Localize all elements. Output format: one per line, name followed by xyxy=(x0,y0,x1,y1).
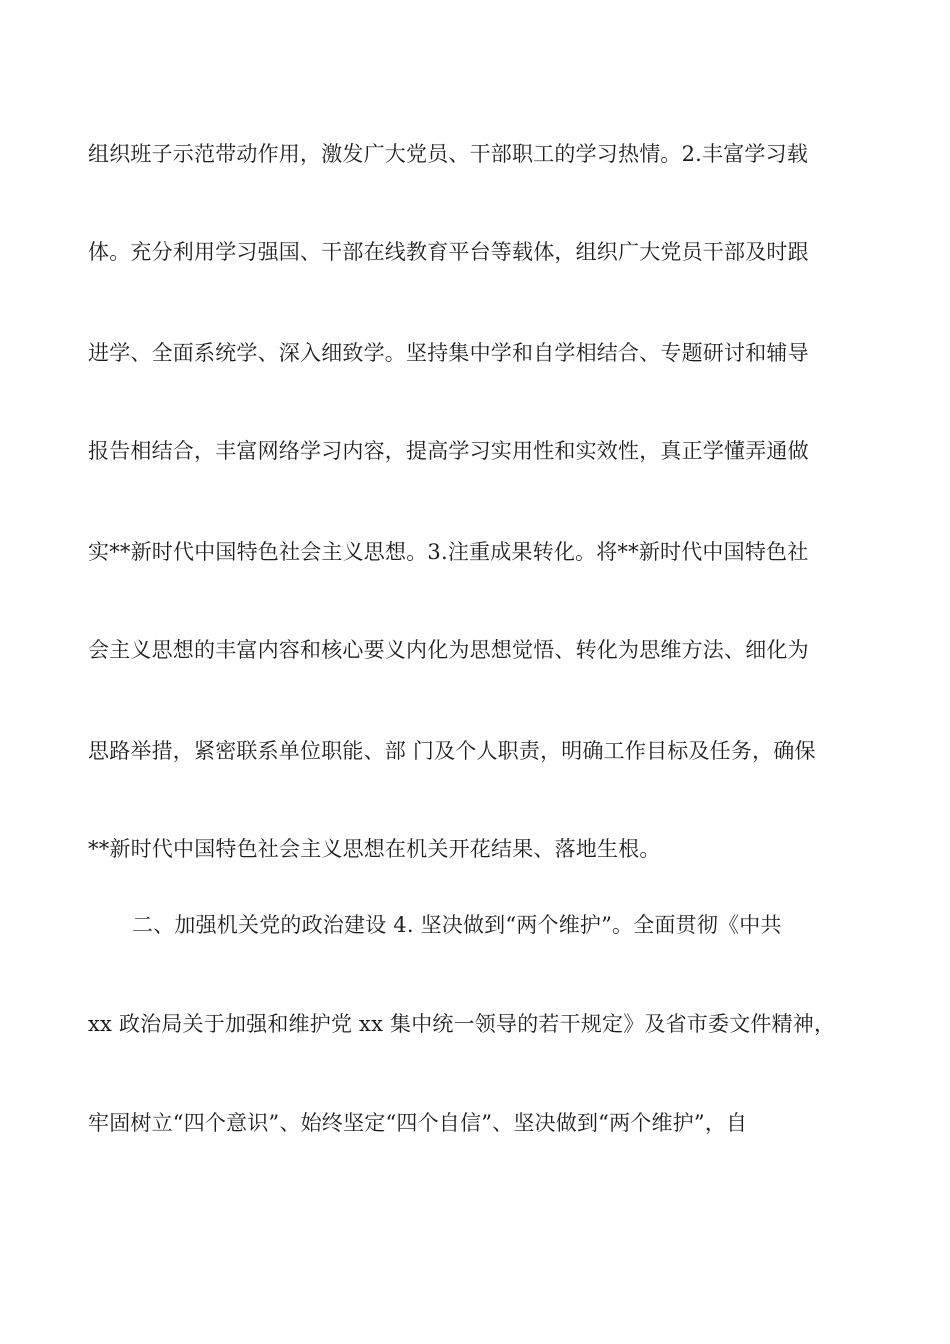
text-line-5: 实**新时代中国特色社会主义思想。3.注重成果转化。将**新时代中国特色社 xyxy=(88,540,809,564)
text-line-11: 牢固树立“四个意识”、始终坚定“四个自信”、坚决做到“两个维护”，自 xyxy=(88,1111,748,1135)
text-line-10: xx 政治局关于加强和维护党 xx 集中统一领导的若干规定》及省市委文件精神， xyxy=(88,1012,836,1036)
text-line-7: 思路举措，紧密联系单位职能、部 门及个人职责，明确工作目标及任务，确保 xyxy=(88,739,816,763)
text-line-6: 会主义思想的丰富内容和核心要义内化为思想觉悟、转化为思维方法、细化为 xyxy=(88,638,809,662)
text-line-3: 进学、全面系统学、深入细致学。坚持集中学和自学相结合、专题研讨和辅导 xyxy=(88,341,809,365)
text-line-9: 二、加强机关党的政治建设 4. 坚决做到“两个维护”。全面贯彻《中共 xyxy=(132,913,782,937)
text-line-2: 体。充分利用学习强国、干部在线教育平台等载体，组织广大党员干部及时跟 xyxy=(88,240,809,264)
text-line-1: 组织班子示范带动作用，激发广大党员、干部职工的学习热情。2.丰富学习载 xyxy=(88,142,809,166)
text-line-8: **新时代中国特色社会主义思想在机关开花结果、落地生根。 xyxy=(88,837,661,861)
text-line-4: 报告相结合，丰富网络学习内容，提高学习实用性和实效性，真正学懂弄通做 xyxy=(88,439,809,463)
